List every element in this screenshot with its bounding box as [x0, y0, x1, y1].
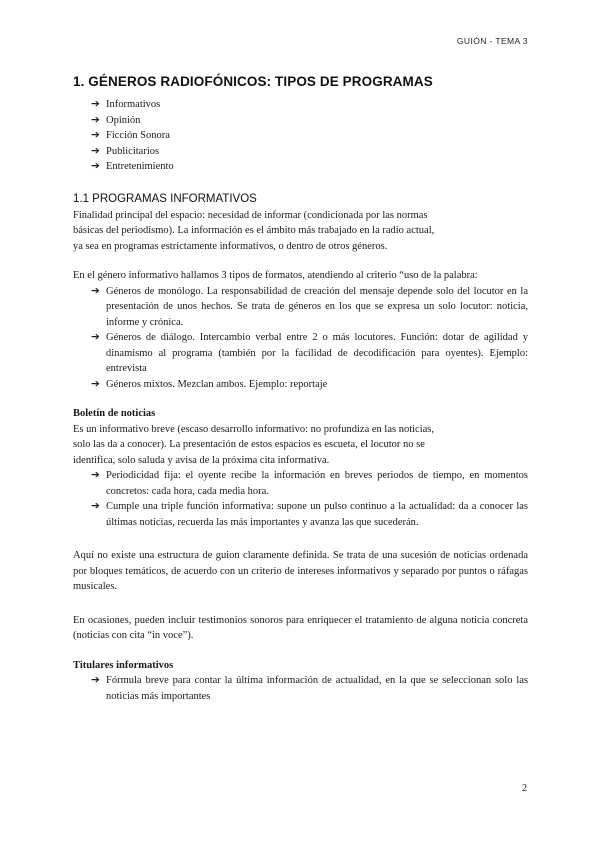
list-item: ➔ Cumple una triple función informativa: supone un pulso continuo a la actualidad: da a conocer las últimas noticias, recuerda las más importantes y avanza las que sucederán. — [91, 500, 528, 528]
list-item: ➔ Fórmula breve para contar la última información de actualidad, en la que se seleccionan solo las noticias más importantes — [91, 674, 528, 702]
program-types-list — [73, 97, 528, 175]
arrow-right-icon: ➔ — [91, 674, 100, 686]
list-item: ➔ Entretenimiento — [91, 159, 528, 175]
list-item: ➔ Publicitarios — [91, 144, 528, 160]
list-item: ➔ Géneros de diálogo. Intercambio verbal entre 2 o más locutores. Función: dotar de agilidad y dinamismo al programa (también por la facilidad de decodificación para oyentes). Ejemplo: entrevista — [91, 331, 528, 374]
arrow-right-icon: ➔ — [91, 331, 100, 343]
arrow-right-icon: ➔ — [91, 284, 100, 297]
intro-line: Es un informativo breve (escaso desarrollo informativo: no profundiza en las noticias, — [73, 423, 434, 435]
page-number: 2 — [522, 783, 527, 794]
arrow-right-icon: ➔ — [91, 98, 100, 110]
page-content — [73, 74, 528, 704]
list-item: ➔ Géneros mixtos. Mezclan ambos. Ejemplo: reportaje — [91, 377, 528, 393]
intro-line: básicas del periodismo). La información es el ámbito más trabajado en la radio actual, — [73, 225, 435, 236]
list-item: ➔ Informativos — [91, 97, 528, 113]
boletin-title: Boletín de noticias — [73, 408, 156, 419]
boletin-list — [73, 468, 528, 530]
list-item: ➔ Géneros de monólogo. La responsabilidad de creación del mensaje depende solo del locutor en la presentación de unos hechos. Se trata de géneros en los que se expresa un solo locutor: noticia, informe y crónica. — [91, 284, 528, 328]
arrow-right-icon: ➔ — [91, 500, 100, 512]
running-header: GUIÓN - TEMA 3 — [456, 36, 528, 46]
list-item: ➔ Periodicidad fija: el oyente recibe la información en breves periodos de tiempo, en momentos concretos: cada hora, cada media hora. — [91, 469, 528, 497]
intro-line: solo las da a conocer). La presentación de estos espacios es escueta, el locutor no se — [73, 439, 425, 450]
arrow-right-icon: ➔ — [91, 144, 100, 157]
arrow-right-icon: ➔ — [91, 113, 100, 126]
list-item: ➔ Opinión — [91, 113, 528, 129]
titulares-title: Titulares informativos — [73, 659, 174, 671]
intro-line: ya sea en programas estrictamente informativos, o dentro de otros géneros. — [73, 240, 388, 252]
paragraph: Aquí no existe una estructura de guion claramente definida. Se trata de una sucesión de noticias ordenada por bloques temáticos, de acuerdo con un criterio de intereses informativos y separado por puntos o ráfagas musicales. — [73, 550, 528, 592]
titulares-list — [73, 673, 528, 704]
intro-line: identifica, solo saluda y avisa de la próxima cita informativa. — [73, 454, 330, 466]
section-title: 1. GÉNEROS RADIOFÓNICOS: TIPOS DE PROGRAMAS — [73, 74, 433, 89]
list-item: ➔ Ficción Sonora — [91, 128, 528, 144]
arrow-right-icon: ➔ — [91, 129, 100, 141]
subsection-title: 1.1 PROGRAMAS INFORMATIVOS — [73, 192, 257, 205]
formats-list — [73, 284, 528, 393]
paragraph: En ocasiones, pueden incluir testimonios sonoros para enriquecer el tratamiento de alguna noticia concreta (noticias con cita “in voce”). — [73, 614, 528, 641]
formats-intro: En el género informativo hallamos 3 tipos de formatos, atendiendo al criterio “uso de la palabra: — [73, 270, 478, 281]
arrow-right-icon: ➔ — [91, 160, 100, 172]
arrow-right-icon: ➔ — [91, 377, 100, 390]
arrow-right-icon: ➔ — [91, 469, 100, 481]
intro-line: Finalidad principal del espacio: necesidad de informar (condicionada por las normas — [73, 209, 428, 221]
